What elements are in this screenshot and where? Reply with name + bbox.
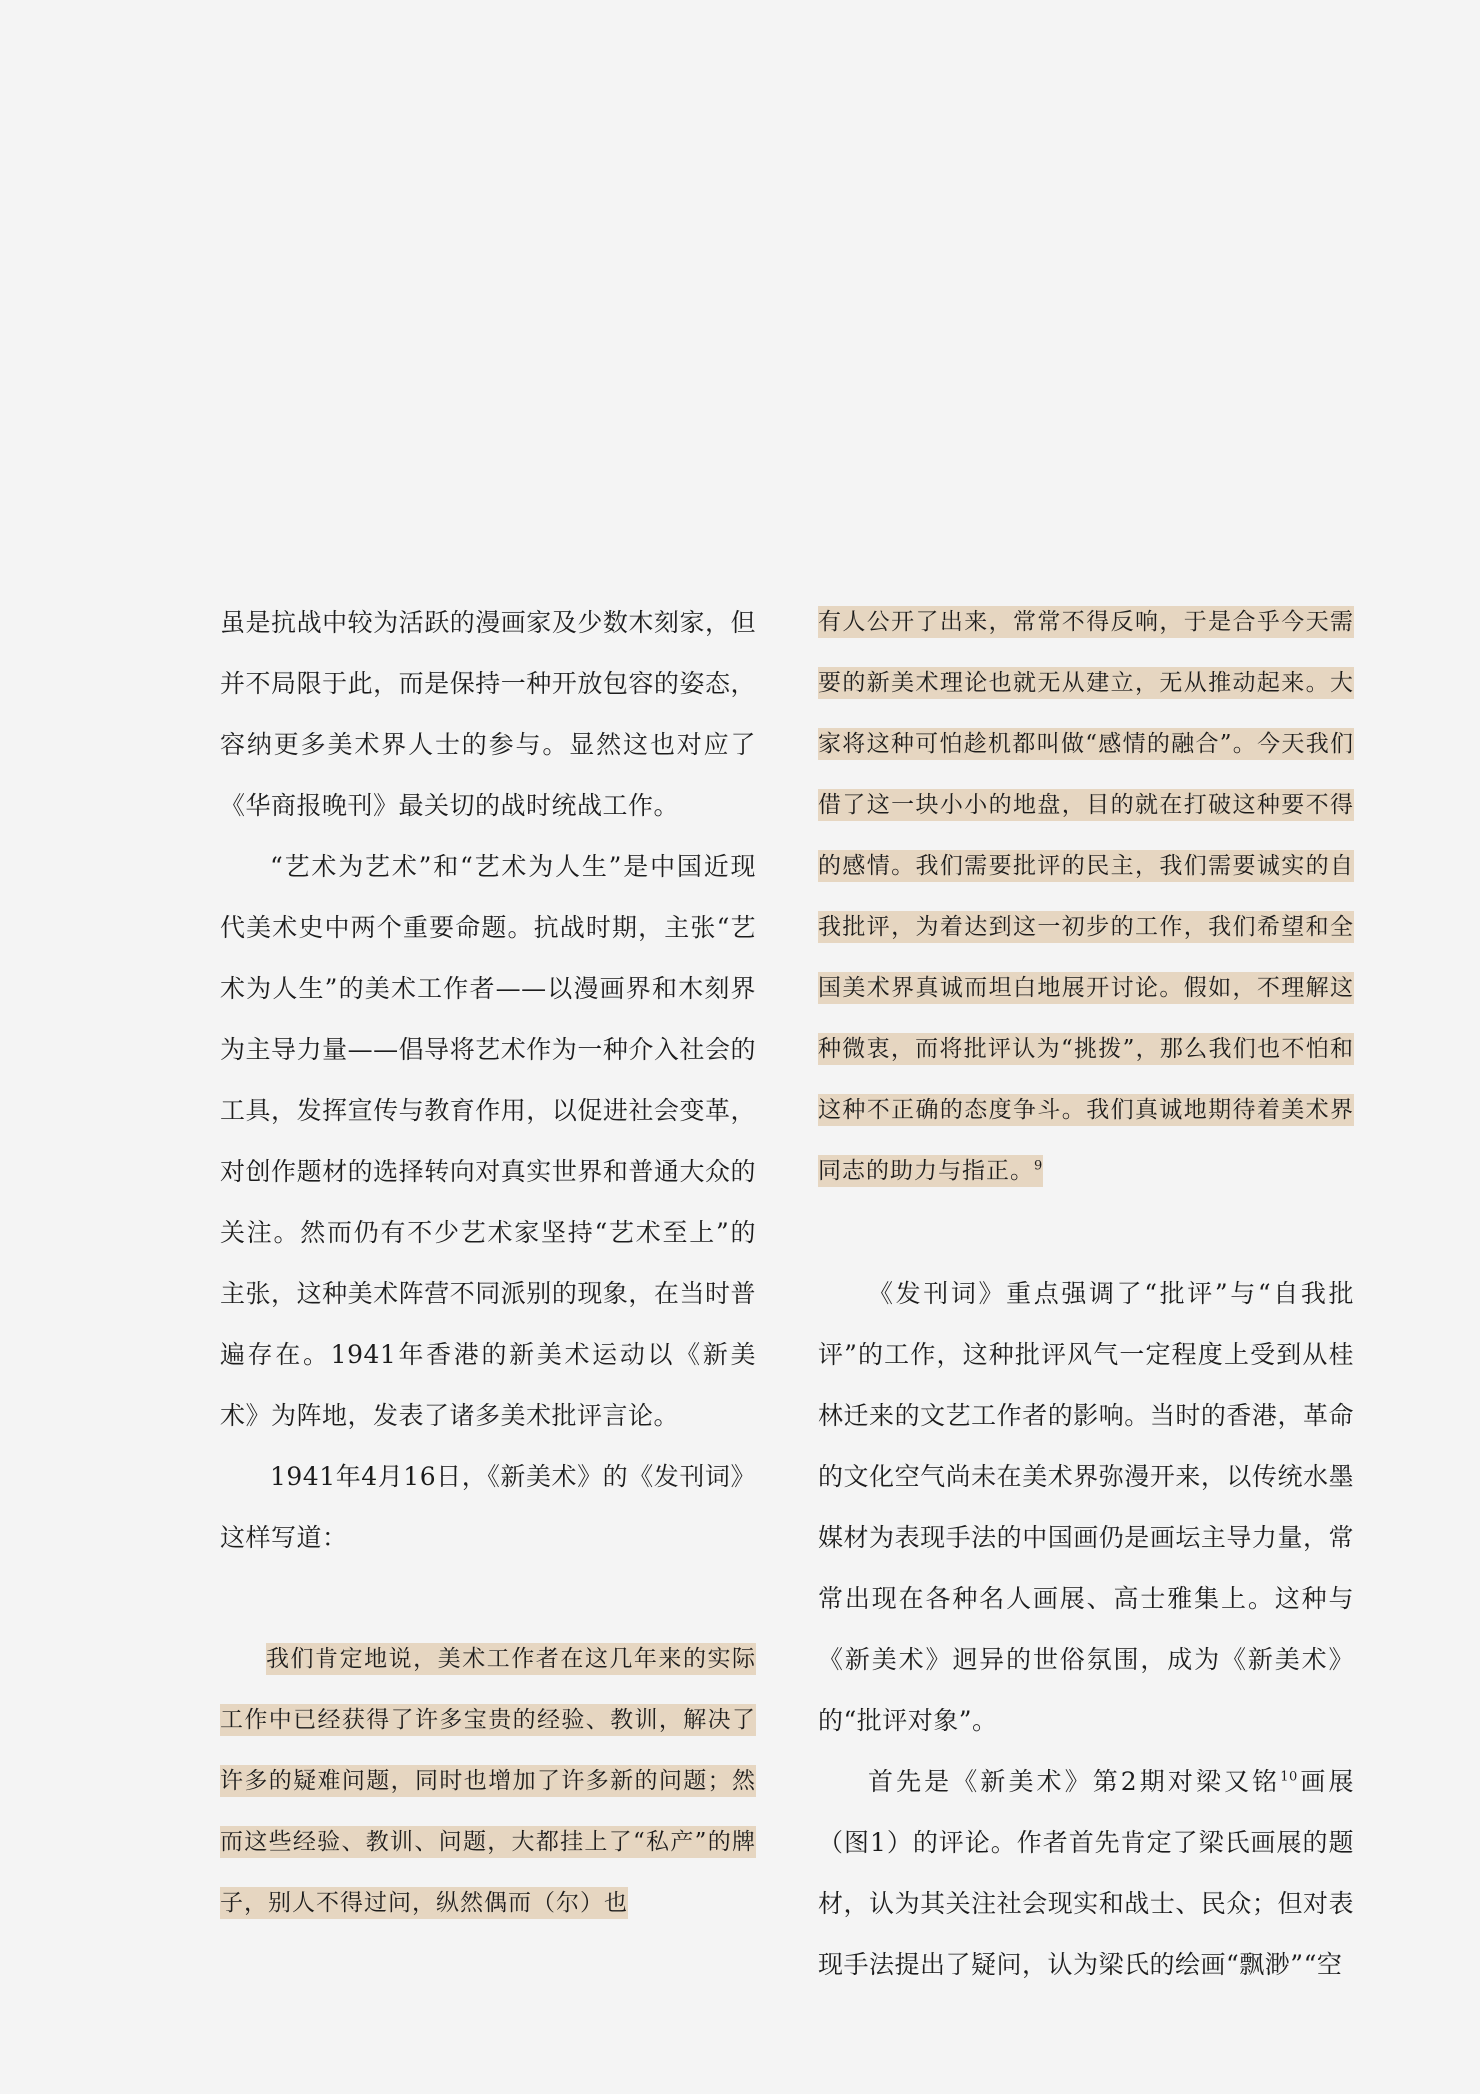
paragraph-text: 画展（图1）的评论。作者首先肯定了梁氏画展的题材，认为其关注社会现实和战士、民众；但对表现手法提出了疑问，认为梁氏的绘画“飘渺”“空	[818, 1767, 1354, 1979]
body-paragraph: “艺术为艺术”和“艺术为人生”是中国近现代美术史中两个重要命题。抗战时期，主张“艺术为人生”的美术工作者——以漫画界和木刻界为主导力量——倡导将艺术作为一种介入社会的工具，发挥宣传与教育作用，以促进社会变革，对创作题材的选择转向对真实世界和普通大众的关注。然而仍有不少艺术家坚持“艺术至上”的主张，这种美术阵营不同派别的现象，在当时普遍存在。1941年香港的新美术运动以《新美术》为阵地，发表了诸多美术批评言论。	[220, 852, 756, 1430]
footnote-marker: 9	[1034, 1158, 1044, 1174]
footnote-marker: 10	[1280, 1769, 1298, 1785]
quote-text: 有人公开了出来，常常不得反响，于是合乎今天需要的新美术理论也就无从建立，无从推动起来。大家将这种可怕趁机都叫做“感情的融合”。今天我们借了这一块小小的地盘，目的就在打破这种要不得的感情。我们需要批评的民主，我们需要诚实的自我批评，为着达到这一初步的工作，我们希望和全国美术界真诚而坦白地展开讨论。假如，不理解这种微衷，而将批评认为“挑拨”，那么我们也不怕和这种不正确的态度争斗。我们真诚地期待着美术界同志的助力与指正。	[818, 609, 1354, 1184]
spacer	[220, 1568, 756, 1629]
right-column	[818, 592, 1354, 1995]
highlighted-quote-text: 我们肯定地说，美术工作者在这几年来的实际工作中已经获得了许多宝贵的经验、教训，解决了许多的疑难问题，同时也增加了许多新的问题；然而这些经验、教训、问题，大都挂上了“私产”的牌子，别人不得过问，纵然偶而（尔）也	[220, 1643, 756, 1919]
left-column	[220, 592, 756, 1934]
body-paragraph: 1941年4月16日，《新美术》的《发刊词》这样写道：	[220, 1462, 756, 1552]
block-quote	[818, 592, 1354, 1202]
spacer	[818, 1202, 1354, 1263]
body-paragraph: 《发刊词》重点强调了“批评”与“自我批评”的工作，这种批评风气一定程度上受到从桂林迁来的文艺工作者的影响。当时的香港，革命的文化空气尚未在美术界弥漫开来，以传统水墨媒材为表现手法的中国画仍是画坛主导力量，常常出现在各种名人画展、高士雅集上。这种与《新美术》迥异的世俗氛围，成为《新美术》的“批评对象”。	[818, 1279, 1354, 1735]
paragraph-text: 首先是《新美术》第2期对梁又铭	[868, 1767, 1281, 1796]
body-paragraph	[818, 1751, 1354, 1995]
block-quote	[220, 1629, 756, 1934]
body-paragraph: 虽是抗战中较为活跃的漫画家及少数木刻家，但并不局限于此，而是保持一种开放包容的姿态，容纳更多美术界人士的参与。显然这也对应了《华商报晚刊》最关切的战时统战工作。	[220, 608, 756, 820]
highlighted-quote-text	[818, 606, 1354, 1187]
